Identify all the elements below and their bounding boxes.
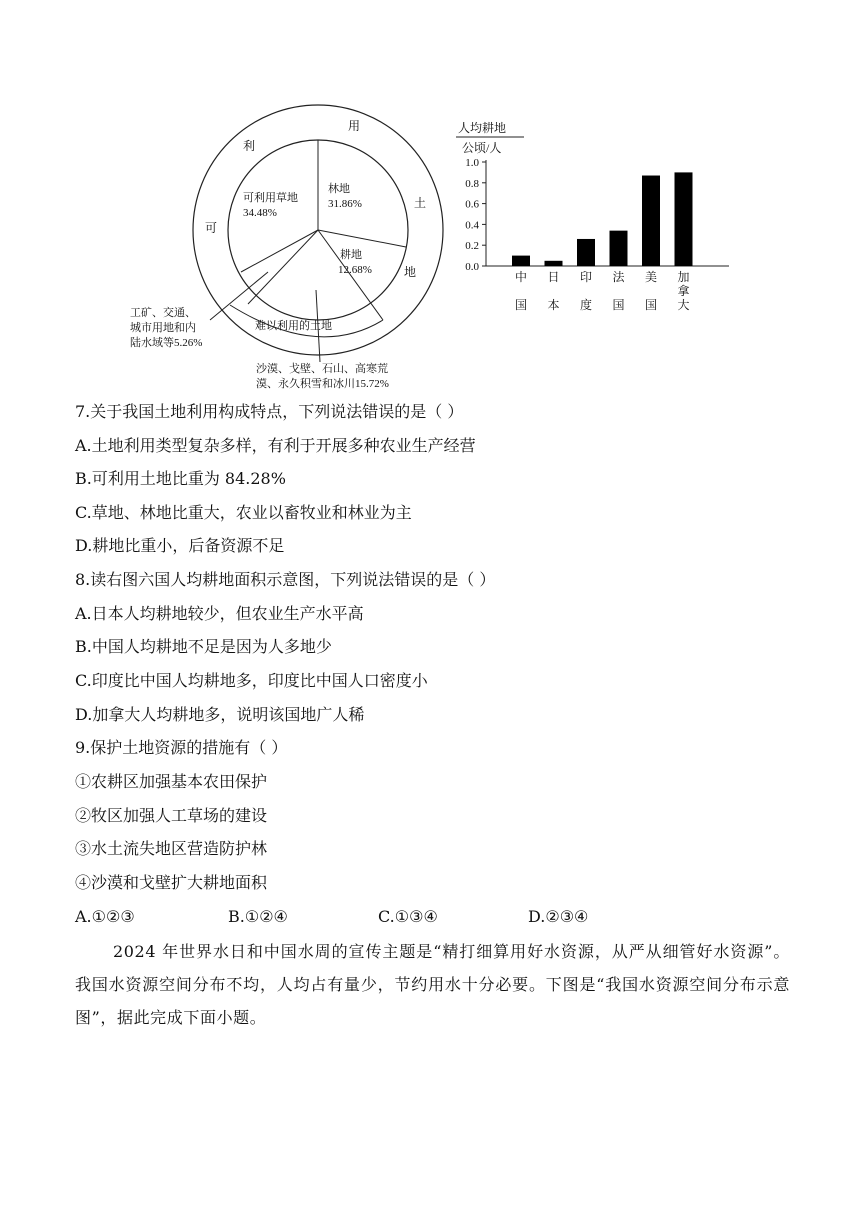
farmland-value: 12.68% bbox=[338, 264, 372, 276]
bar-0 bbox=[512, 256, 530, 266]
pie-divider-forest-farm bbox=[318, 230, 406, 247]
land-use-pie-chart bbox=[130, 105, 443, 390]
pie-divider-unusable-inner bbox=[248, 230, 318, 304]
q7-option-d[interactable]: D.耕地比重小，后备资源不足 bbox=[75, 536, 285, 555]
q9-item-2: ②牧区加强人工草场的建设 bbox=[75, 806, 268, 825]
q9-option-a[interactable]: A.①②③ bbox=[75, 907, 135, 926]
x-category-label-char: 本 bbox=[547, 298, 560, 312]
q8-stem: 8.读右图六国人均耕地面积示意图，下列说法错误的是（ ） bbox=[75, 570, 496, 589]
x-category-label-char: 印 bbox=[579, 270, 593, 284]
unusable-land-label: 难以利用的土地 bbox=[255, 320, 332, 332]
y-tick-label: 0.2 bbox=[465, 240, 479, 253]
x-category-label-char: 国 bbox=[514, 298, 528, 312]
q7-option-b[interactable]: B.可利用土地比重为 84.28% bbox=[75, 469, 286, 488]
pie-divider-mining bbox=[241, 230, 318, 272]
bar-chart-yunit: 公顷/人 bbox=[462, 141, 502, 155]
q8-option-d[interactable]: D.加拿大人均耕地多，说明该国地广人稀 bbox=[75, 705, 365, 724]
q8-option-a[interactable]: A.日本人均耕地较少，但农业生产水平高 bbox=[75, 604, 364, 623]
forest-value: 31.86% bbox=[328, 198, 362, 210]
ring-char-li: 利 bbox=[243, 139, 256, 153]
x-category-label-char: 国 bbox=[644, 298, 658, 312]
mining-label-line3: 陆水域等5.26% bbox=[130, 337, 203, 349]
grassland-value: 34.48% bbox=[243, 207, 277, 219]
x-category-label-char: 大 bbox=[677, 298, 690, 312]
q9-item-3: ③水土流失地区营造防护林 bbox=[75, 839, 268, 858]
desert-label-line2: 漠、永久积雪和冰川15.72% bbox=[256, 378, 389, 390]
ring-char-tu: 土 bbox=[414, 196, 427, 210]
forest-label: 林地 bbox=[328, 183, 350, 195]
x-category-label-char: 美 bbox=[644, 270, 658, 284]
x-category-label-char: 国 bbox=[612, 298, 625, 312]
q9-option-b[interactable]: B.①②④ bbox=[228, 907, 288, 926]
q9-option-d[interactable]: D.②③④ bbox=[528, 907, 589, 926]
q8-option-c[interactable]: C.印度比中国人均耕地多，印度比中国人口密度小 bbox=[75, 671, 428, 690]
bar-2 bbox=[577, 239, 595, 266]
y-tick-label: 0.6 bbox=[465, 198, 479, 211]
bar-3 bbox=[610, 231, 628, 266]
land-use-figure bbox=[0, 0, 860, 395]
desert-label-line1: 沙漠、戈壁、石山、高寒荒 bbox=[256, 363, 388, 375]
mining-label-line2: 城市用地和内 bbox=[130, 322, 196, 334]
q7-option-c[interactable]: C.草地、林地比重大，农业以畜牧业和林业为主 bbox=[75, 503, 412, 522]
mining-label-line1: 工矿、交通、 bbox=[130, 307, 196, 319]
y-tick-label: 1.0 bbox=[465, 157, 479, 169]
x-category-label-char: 加 bbox=[677, 270, 690, 284]
q7-stem: 7.关于我国土地利用构成特点，下列说法错误的是（ ） bbox=[75, 402, 464, 421]
bar-5 bbox=[675, 172, 693, 266]
x-category-label-char: 拿 bbox=[677, 284, 690, 298]
bar-chart-ylabel: 人均耕地 bbox=[458, 121, 507, 135]
q9-stem: 9.保护土地资源的措施有（ ） bbox=[75, 738, 288, 757]
q9-item-4: ④沙漠和戈壁扩大耕地面积 bbox=[75, 873, 268, 892]
q9-option-c[interactable]: C.①③④ bbox=[378, 907, 438, 926]
bar-1 bbox=[545, 261, 563, 266]
x-category-label-char: 日 bbox=[547, 270, 560, 284]
x-category-label-char: 中 bbox=[514, 270, 528, 284]
q9-item-1: ①农耕区加强基本农田保护 bbox=[75, 772, 268, 791]
y-tick-label: 0.4 bbox=[465, 219, 479, 232]
ring-char-yong: 用 bbox=[348, 119, 361, 133]
y-tick-label: 0.0 bbox=[465, 261, 479, 273]
grassland-label: 可利用草地 bbox=[243, 192, 298, 204]
farmland-label: 耕地 bbox=[340, 249, 362, 261]
ring-char-di: 地 bbox=[404, 265, 417, 279]
mining-leader-line bbox=[210, 272, 268, 320]
per-capita-farmland-bar-chart bbox=[456, 120, 729, 312]
q7-option-a[interactable]: A.土地利用类型复杂多样，有利于开展多种农业生产经营 bbox=[75, 436, 476, 455]
ring-char-ke: 可 bbox=[205, 221, 218, 235]
q8-option-b[interactable]: B.中国人均耕地不足是因为人多地少 bbox=[75, 637, 332, 656]
water-resources-intro: 2024 年世界水日和中国水周的宣传主题是“精打细算用好水资源，从严从细管好水资源”。我国水资源空间分布不均，人均占有量少，节约用水十分必要。下图是“我国水资源空间分布示意图”，据此完成下面小题。 bbox=[75, 942, 790, 1027]
x-category-label-char: 法 bbox=[612, 270, 625, 284]
y-tick-label: 0.8 bbox=[465, 177, 479, 190]
x-category-label-char: 度 bbox=[579, 298, 593, 312]
bar-4 bbox=[642, 176, 660, 266]
